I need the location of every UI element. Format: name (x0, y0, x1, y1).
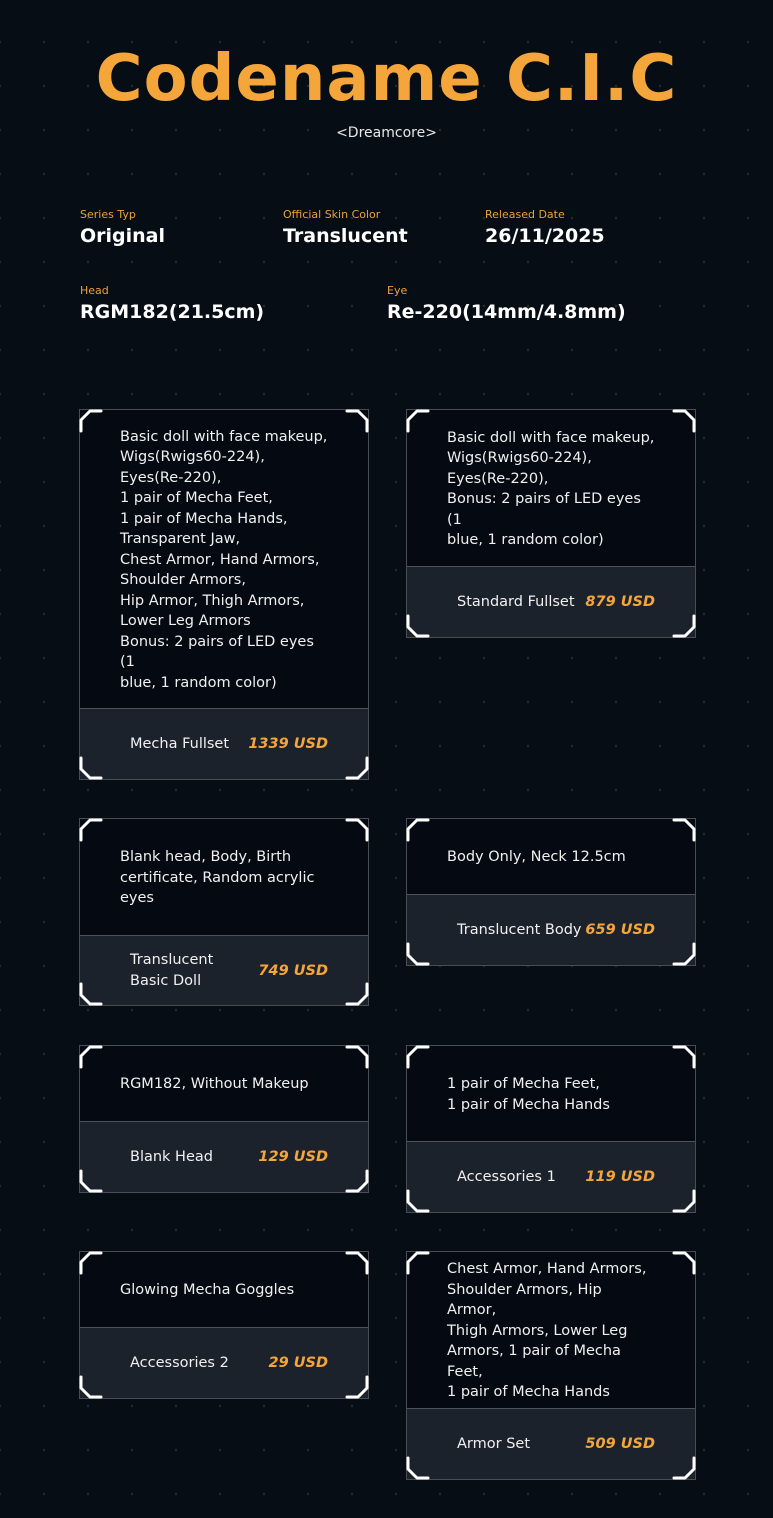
corner-bracket-tl (405, 1044, 431, 1070)
product-price: 509 USD (585, 1436, 655, 1452)
product-price: 29 USD (268, 1355, 328, 1371)
spec-eye-value: Re-220(14mm/4.8mm) (387, 301, 626, 323)
product-name: Translucent Basic Doll (130, 952, 214, 989)
corner-bracket-tr (671, 1250, 697, 1276)
spec-date-label: Released Date (485, 208, 565, 221)
product-card-armor-set[interactable] (406, 1251, 696, 1480)
product-footer (80, 1327, 368, 1398)
spec-eye (387, 284, 626, 323)
product-footer (407, 1141, 695, 1212)
spec-skin-label: Official Skin Color (283, 208, 381, 221)
corner-bracket-br (671, 1188, 697, 1214)
product-name: Translucent Body (457, 921, 582, 938)
product-description: Chest Armor, Hand Armors, Shoulder Armors, Hip Armor, Thigh Armors, Lower Leg Armors, 1 pair of Mecha Feet, 1 pair of Mecha Hands (447, 1261, 647, 1401)
corner-bracket-br (671, 1455, 697, 1481)
spec-release-date (485, 208, 605, 247)
product-card-translucent-basic-doll[interactable] (79, 818, 369, 1006)
product-footer (407, 894, 695, 965)
product-price: 119 USD (585, 1169, 655, 1185)
product-name: Accessories 2 (130, 1354, 229, 1371)
product-card-mecha-fullset[interactable] (79, 409, 369, 780)
product-footer (407, 1408, 695, 1479)
spec-head-label: Head (80, 284, 109, 297)
product-description: Blank head, Body, Birth certificate, Random acrylic eyes (120, 849, 315, 907)
product-card-blank-head[interactable] (79, 1045, 369, 1193)
corner-bracket-tl (78, 1250, 104, 1276)
spec-series-value: Original (80, 225, 166, 247)
corner-bracket-tr (671, 817, 697, 843)
product-name: Accessories 1 (457, 1168, 556, 1185)
spec-head (80, 284, 264, 323)
product-price: 1339 USD (248, 736, 328, 752)
corner-bracket-br (344, 1168, 370, 1194)
spec-skin-value: Translucent (283, 225, 408, 247)
corner-bracket-bl (78, 981, 104, 1007)
page-subtitle: <Dreamcore> (336, 125, 437, 141)
page-title: Codename C.I.C (95, 42, 678, 116)
product-footer (407, 566, 695, 637)
corner-bracket-tr (344, 817, 370, 843)
corner-bracket-bl (78, 1168, 104, 1194)
corner-bracket-br (344, 755, 370, 781)
product-description: Glowing Mecha Goggles (120, 1282, 295, 1299)
corner-bracket-tr (344, 1044, 370, 1070)
product-price: 879 USD (585, 594, 655, 610)
spec-skin-color (283, 208, 408, 247)
product-footer (80, 1121, 368, 1192)
corner-bracket-bl (405, 941, 431, 967)
corner-bracket-br (671, 613, 697, 639)
corner-bracket-bl (78, 1374, 104, 1400)
product-price: 749 USD (258, 962, 328, 979)
corner-bracket-tl (78, 817, 104, 843)
product-description: Body Only, Neck 12.5cm (447, 849, 626, 866)
corner-bracket-tl (405, 817, 431, 843)
corner-bracket-tl (405, 1250, 431, 1276)
spec-date-value: 26/11/2025 (485, 225, 605, 247)
spec-series-label: Series Typ (80, 208, 136, 221)
corner-bracket-bl (405, 1455, 431, 1481)
product-card-accessories-2[interactable] (79, 1251, 369, 1399)
product-name: Armor Set (457, 1435, 531, 1452)
product-card-accessories-1[interactable] (406, 1045, 696, 1213)
product-footer (80, 708, 368, 779)
corner-bracket-br (344, 981, 370, 1007)
corner-bracket-tr (344, 1250, 370, 1276)
product-price: 129 USD (258, 1149, 328, 1165)
corner-bracket-tl (78, 408, 104, 434)
corner-bracket-br (344, 1374, 370, 1400)
product-name: Blank Head (130, 1148, 213, 1165)
corner-bracket-tl (78, 1044, 104, 1070)
corner-bracket-tr (344, 408, 370, 434)
corner-bracket-bl (405, 613, 431, 639)
corner-bracket-bl (78, 755, 104, 781)
product-description: Basic doll with face makeup, Wigs(Rwigs60-224), Eyes(Re-220), 1 pair of Mecha Feet, 1 pair of Mecha Hands, Transparent Jaw, Chest Armor, Hand Armors, Shoulder Armors, Hip Armor, Thigh Armors, Lower Leg Armors Bonus: 2 pairs of LED eyes (1 blue, 1 random color) (120, 428, 328, 691)
corner-bracket-br (671, 941, 697, 967)
spec-series (80, 208, 165, 247)
spec-head-value: RGM182(21.5cm) (80, 301, 265, 323)
corner-bracket-tl (405, 408, 431, 434)
corner-bracket-bl (405, 1188, 431, 1214)
corner-bracket-tr (671, 1044, 697, 1070)
product-description: Basic doll with face makeup, Wigs(Rwigs60-224), Eyes(Re-220), Bonus: 2 pairs of LED eyes (1 blue, 1 random color) (447, 429, 655, 548)
product-price: 659 USD (585, 922, 655, 938)
product-description: RGM182, Without Makeup (120, 1076, 309, 1093)
product-footer (80, 935, 368, 1005)
spec-eye-label: Eye (387, 284, 408, 297)
product-name: Standard Fullset (457, 593, 575, 610)
corner-bracket-tr (671, 408, 697, 434)
product-name: Mecha Fullset (130, 735, 230, 752)
product-description: 1 pair of Mecha Feet, 1 pair of Mecha Hands (447, 1076, 610, 1113)
product-card-translucent-body[interactable] (406, 818, 696, 966)
product-card-standard-fullset[interactable] (406, 409, 696, 638)
